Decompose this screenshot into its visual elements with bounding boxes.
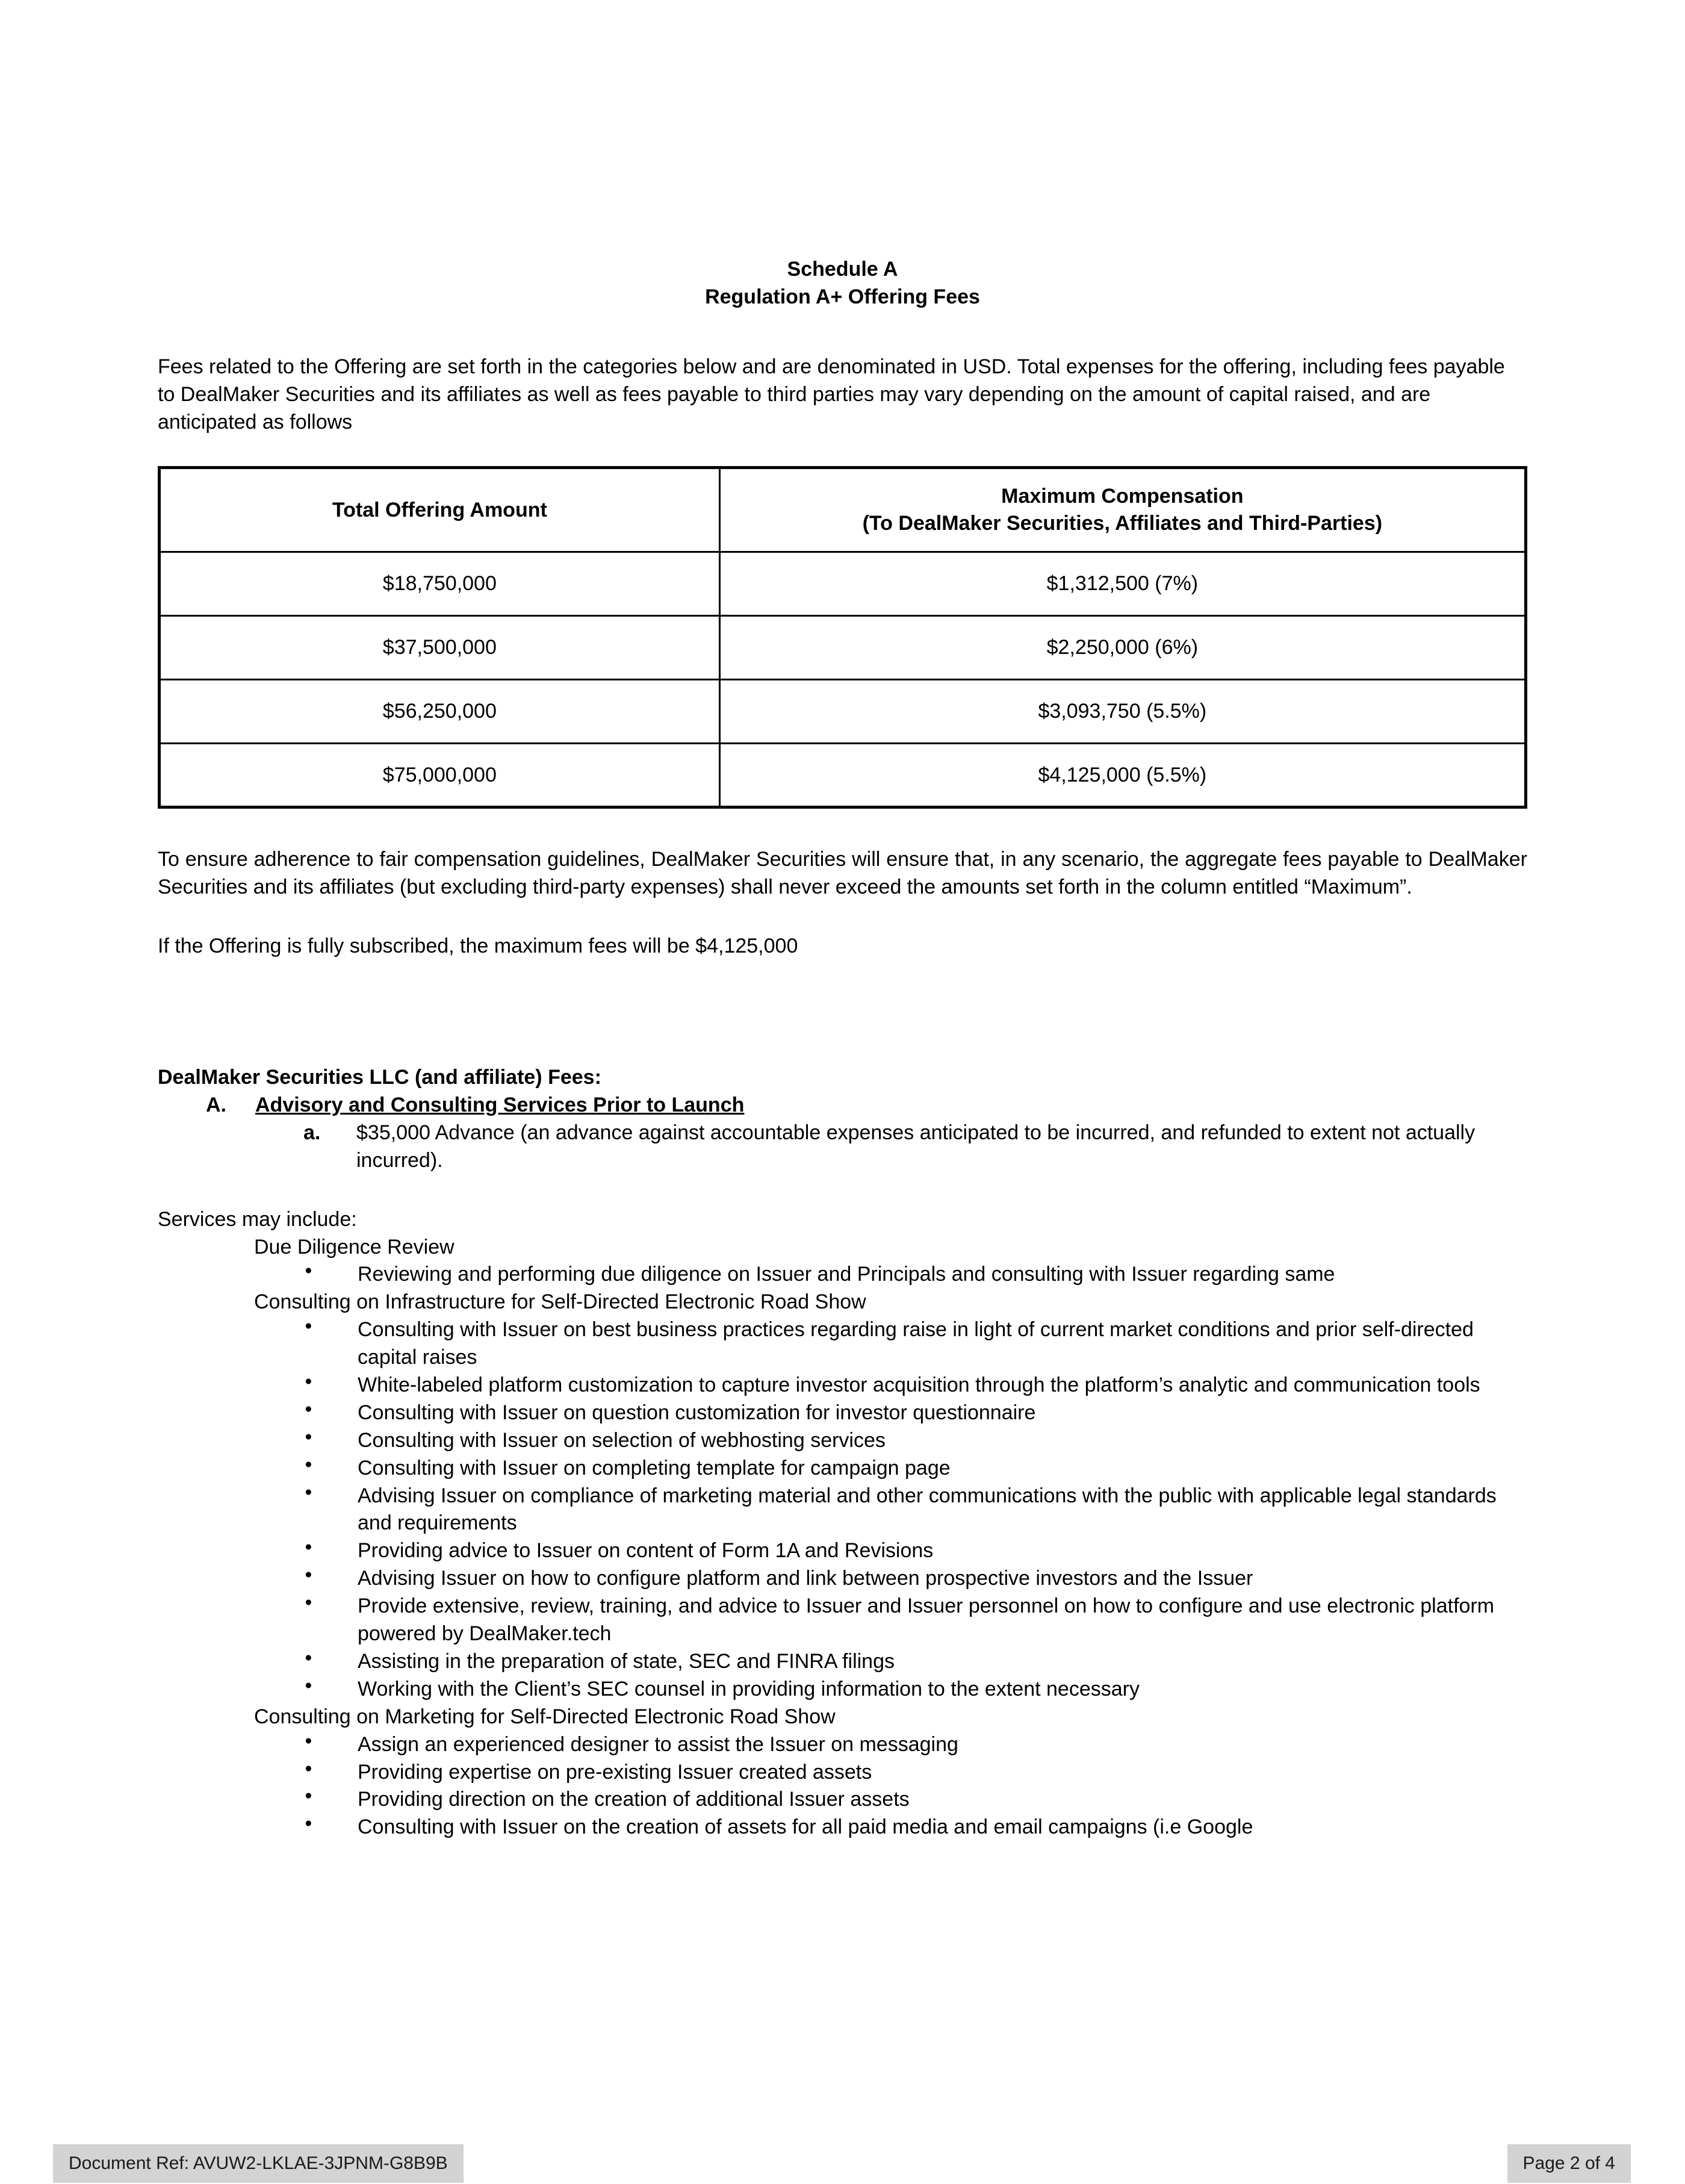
- fees-sub-item-a: [303, 1119, 1527, 1175]
- bullet-item: ● Consulting with Issuer on selection of webhosting services: [302, 1427, 1527, 1455]
- fees-sub-item-a-text: $35,000 Advance (an advance against accountable expenses anticipated to be incurred, and refunded to extent not actually incurred).: [356, 1121, 1476, 1172]
- fully-subscribed-paragraph: If the Offering is fully subscribed, the maximum fees will be $4,125,000: [158, 935, 798, 958]
- fees-sub-item-a-label: a.: [303, 1121, 321, 1144]
- document-ref: Document Ref: AVUW2-LKLAE-3JPNM-G8B9B: [53, 2144, 464, 2183]
- bullet-item: ● Assisting in the preparation of state, SEC and FINRA filings: [302, 1648, 1527, 1676]
- service-bullet-list: [302, 1261, 1527, 1289]
- service-group-due-diligence: [158, 1234, 1527, 1289]
- bullet-item: ● Provide extensive, review, training, and advice to Issuer and Issuer personnel on how to configure and use electronic platform powered by DealMaker.tech: [302, 1593, 1527, 1648]
- service-group-title: Consulting on Marketing for Self-Directed Electronic Road Show: [254, 1705, 836, 1728]
- bullet-item: ● Consulting with Issuer on completing template for campaign page: [302, 1455, 1527, 1482]
- service-group-marketing: [158, 1703, 1527, 1841]
- bullet-item: ● Advising Issuer on compliance of marketing material and other communications with the public with applicable legal standards and requirements: [302, 1482, 1527, 1538]
- offering-fees-table: [158, 466, 1527, 809]
- service-group-title: Due Diligence Review: [254, 1235, 455, 1258]
- table-header-total-offering-amount: Total Offering Amount: [160, 468, 720, 552]
- service-group-title: Consulting on Infrastructure for Self-Directed Electronic Road Show: [254, 1290, 866, 1314]
- bullet-item: ● Providing expertise on pre-existing Issuer created assets: [302, 1759, 1527, 1787]
- table-row: [160, 744, 1526, 807]
- table-row: [160, 616, 1526, 680]
- fees-section-heading: DealMaker Securities LLC (and affiliate) Fees:: [158, 1066, 601, 1089]
- table-row: [160, 680, 1526, 744]
- service-bullet-list: [302, 1731, 1527, 1842]
- page-footer: [0, 2142, 1685, 2184]
- fair-compensation-paragraph: To ensure adherence to fair compensation guidelines, DealMaker Securities will ensure that, in any scenario, the aggregate fees payable to DealMaker Securities and its affiliates (but excluding third-party expenses) shall never exceed the amounts set forth in the column entitled “Maximum”.: [158, 848, 1527, 899]
- bullet-item: ● Consulting with Issuer on question customization for investor questionnaire: [302, 1399, 1527, 1427]
- max-compensation-header-line-1: Maximum Compensation: [1001, 484, 1244, 508]
- bullet-item: ● White-labeled platform customization to capture investor acquisition through the platform’s analytic and communication tools: [302, 1372, 1527, 1399]
- max-compensation-cell: $2,250,000 (6%): [719, 616, 1525, 680]
- offering-amount-cell: $56,250,000: [160, 680, 720, 744]
- offering-amount-cell: $75,000,000: [160, 744, 720, 807]
- fees-item-a-label: A.: [206, 1094, 226, 1117]
- max-compensation-header-line-2: (To DealMaker Securities, Affiliates and Third-Parties): [862, 512, 1383, 535]
- bullet-item: ● Assign an experienced designer to assist the Issuer on messaging: [302, 1731, 1527, 1759]
- max-compensation-cell: $1,312,500 (7%): [719, 552, 1525, 616]
- title-line-2: Regulation A+ Offering Fees: [705, 285, 980, 308]
- bullet-item: ● Working with the Client’s SEC counsel in providing information to the extent necessary: [302, 1676, 1527, 1703]
- bullet-item: ● Reviewing and performing due diligence on Issuer and Principals and consulting with Issuer regarding same: [302, 1261, 1527, 1289]
- table-header-row: [160, 468, 1526, 552]
- page-number: Page 2 of 4: [1507, 2144, 1631, 2183]
- bullet-item: ● Consulting with Issuer on the creation of assets for all paid media and email campaigns (i.e Google: [302, 1814, 1527, 1841]
- table-header-maximum-compensation: [719, 468, 1525, 552]
- offering-amount-cell: $37,500,000: [160, 616, 720, 680]
- fees-item-a: [206, 1092, 1527, 1119]
- max-compensation-cell: $3,093,750 (5.5%): [719, 680, 1525, 744]
- bullet-item: ● Providing advice to Issuer on content of Form 1A and Revisions: [302, 1537, 1527, 1565]
- fees-item-a-title: Advisory and Consulting Services Prior to Launch: [255, 1094, 745, 1117]
- service-bullet-list: [302, 1316, 1527, 1703]
- services-intro: Services may include:: [158, 1207, 357, 1231]
- bullet-item: ● Consulting with Issuer on best business practices regarding raise in light of current market conditions and prior self-directed capital raises: [302, 1316, 1527, 1372]
- bullet-item: ● Providing direction on the creation of additional Issuer assets: [302, 1786, 1527, 1814]
- table-row: [160, 552, 1526, 616]
- bullet-item: ● Advising Issuer on how to configure platform and link between prospective investors and the Issuer: [302, 1565, 1527, 1593]
- intro-paragraph: Fees related to the Offering are set forth in the categories below and are denominated in USD. Total expenses for the offering, including fees payable to DealMaker Securities and its affiliates as well as fees payable to third parties may vary depending on the amount of capital raised, and are anticipated as follows: [158, 355, 1505, 434]
- max-compensation-cell: $4,125,000 (5.5%): [719, 744, 1525, 807]
- document-title: [158, 256, 1527, 311]
- title-line-1: Schedule A: [787, 258, 898, 281]
- service-group-infrastructure: [158, 1289, 1527, 1703]
- offering-amount-cell: $18,750,000: [160, 552, 720, 616]
